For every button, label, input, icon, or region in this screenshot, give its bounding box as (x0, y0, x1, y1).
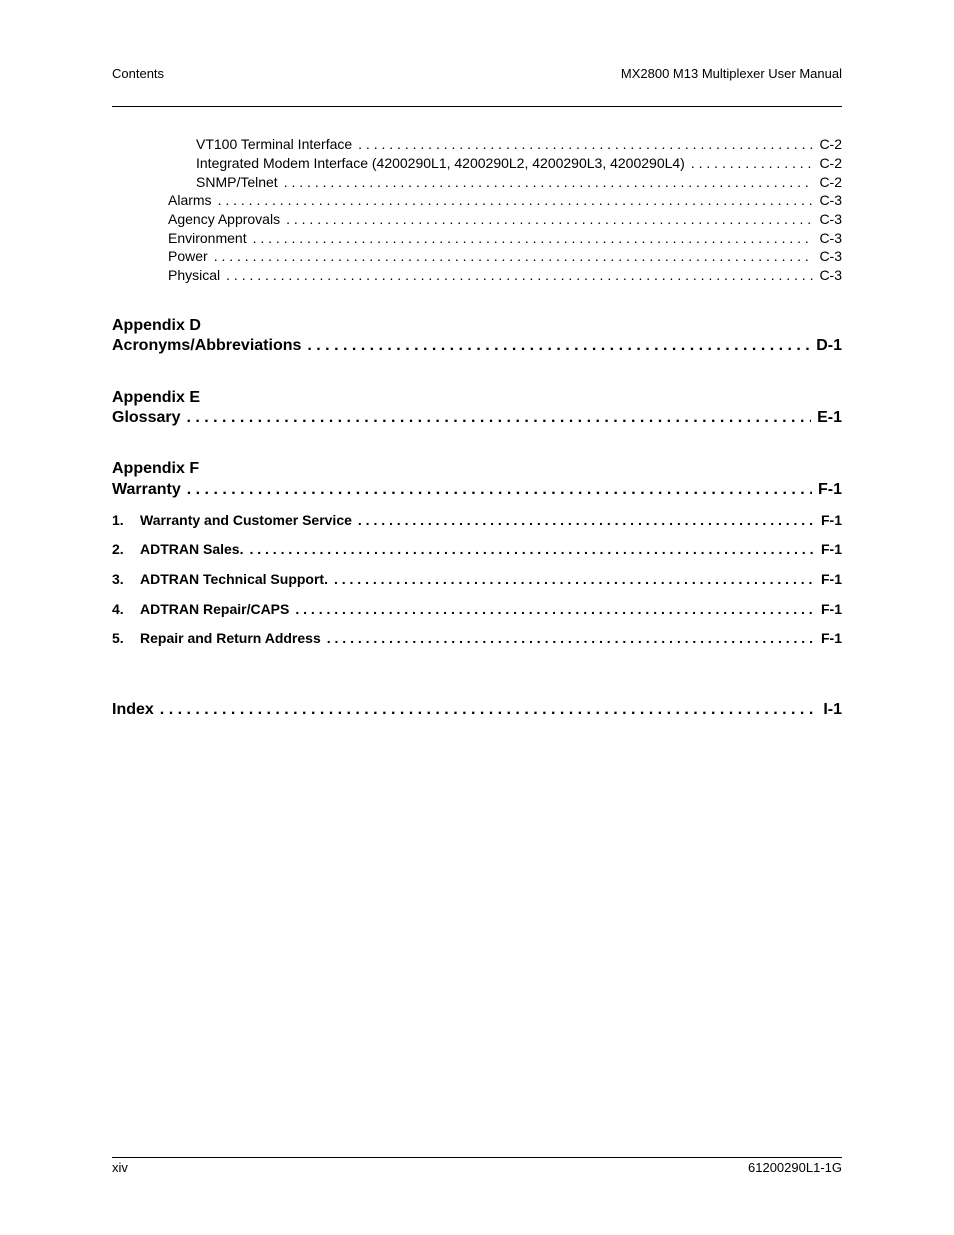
toc-entry-page: F-1 (821, 630, 842, 646)
toc-entry-physical[interactable] (168, 267, 842, 283)
toc-leader-dots (253, 230, 814, 246)
toc-leader-dots (327, 630, 815, 646)
toc-entry-title: Warranty (112, 481, 181, 498)
toc-entry-page: F-1 (821, 601, 842, 617)
toc-entry-page: C-3 (819, 267, 842, 283)
toc-entry-page: F-1 (821, 512, 842, 528)
toc-entry-title: SNMP/Telnet (196, 174, 278, 190)
toc-entry-title: Alarms (168, 192, 212, 208)
header-manual-title: MX2800 M13 Multiplexer User Manual (620, 66, 842, 81)
toc-entry-page: F-1 (818, 481, 842, 498)
toc-leader-dots (249, 541, 815, 557)
toc-entry-title: ADTRAN Repair/CAPS (140, 601, 290, 617)
toc-entry-title: Acronyms/Abbreviations (112, 337, 302, 354)
toc-entry-page: C-3 (819, 211, 842, 227)
toc-entry-page: C-3 (819, 230, 842, 246)
toc-entry-page: I-1 (823, 701, 842, 718)
toc-leader-dots (187, 481, 812, 499)
toc-entry-index[interactable] (112, 701, 842, 719)
toc-entry-environment[interactable] (168, 230, 842, 246)
appendix-d-heading: Appendix D (112, 317, 201, 334)
toc-section-repair-caps[interactable] (112, 601, 842, 617)
toc-leader-dots (286, 211, 813, 227)
toc-entry-alarms[interactable] (168, 192, 842, 208)
toc-entry-title: Environment (168, 230, 247, 246)
toc-entry-glossary[interactable] (112, 409, 842, 427)
toc-entry-title: VT100 Terminal Interface (196, 136, 353, 152)
appendix-f-heading: Appendix F (112, 460, 200, 477)
toc-entry-snmp[interactable] (196, 174, 842, 190)
toc-section-technical-support[interactable] (112, 571, 842, 587)
toc-entry-title: Glossary (112, 409, 181, 426)
toc-entry-page: C-3 (819, 192, 842, 208)
toc-entry-page: C-2 (819, 155, 842, 171)
footer-document-number: 61200290L1-1G (748, 1160, 842, 1175)
section-number: 3. (112, 571, 124, 587)
toc-entry-page: D-1 (816, 337, 842, 354)
header-section-label: Contents (112, 66, 165, 81)
toc-entry-page: C-2 (819, 174, 842, 190)
toc-section-adtran-sales[interactable] (112, 541, 842, 557)
toc-section-warranty-service[interactable] (112, 512, 842, 528)
toc-leader-dots (214, 248, 814, 264)
section-number: 2. (112, 541, 124, 557)
toc-leader-dots (358, 136, 813, 152)
toc-entry-power[interactable] (168, 248, 842, 264)
section-number: 4. (112, 601, 124, 617)
toc-entry-acronyms[interactable] (112, 337, 842, 355)
toc-entry-title: Power (168, 248, 208, 264)
toc-entry-page: C-2 (819, 136, 842, 152)
toc-leader-dots (295, 601, 815, 617)
toc-entry-page: F-1 (821, 571, 842, 587)
toc-leader-dots (186, 409, 811, 427)
toc-leader-dots (226, 267, 813, 283)
footer-rule (112, 1157, 842, 1158)
toc-entry-page: F-1 (821, 541, 842, 557)
toc-entry-title: Index (112, 701, 154, 718)
toc-entry-modem[interactable] (196, 155, 842, 171)
toc-leader-dots (284, 174, 814, 190)
toc-entry-title: Warranty and Customer Service (140, 512, 352, 528)
section-number: 1. (112, 512, 124, 528)
toc-entry-title: ADTRAN Sales. (140, 541, 244, 557)
toc-entry-title: ADTRAN Technical Support. (140, 571, 328, 587)
toc-entry-vt100[interactable] (196, 136, 842, 152)
toc-leader-dots (218, 192, 814, 208)
toc-entry-page: E-1 (817, 409, 842, 426)
toc-leader-dots (307, 337, 810, 355)
appendix-e-heading: Appendix E (112, 389, 201, 406)
toc-leader-dots (358, 512, 815, 528)
header-rule (112, 106, 842, 107)
toc-entry-page: C-3 (819, 248, 842, 264)
toc-leader-dots (160, 701, 818, 719)
toc-entry-title: Physical (168, 267, 221, 283)
toc-section-return-address[interactable] (112, 630, 842, 646)
toc-entry-title: Agency Approvals (168, 211, 281, 227)
section-number: 5. (112, 630, 124, 646)
toc-leader-dots (691, 155, 814, 171)
toc-entry-agency-approvals[interactable] (168, 211, 842, 227)
toc-entry-title: Repair and Return Address (140, 630, 321, 646)
toc-entry-warranty[interactable] (112, 481, 842, 499)
footer-page-number: xiv (112, 1160, 128, 1175)
toc-leader-dots (334, 571, 815, 587)
toc-entry-title: Integrated Modem Interface (4200290L1, 4200290L2, 4200290L3, 4200290L4) (196, 155, 685, 171)
